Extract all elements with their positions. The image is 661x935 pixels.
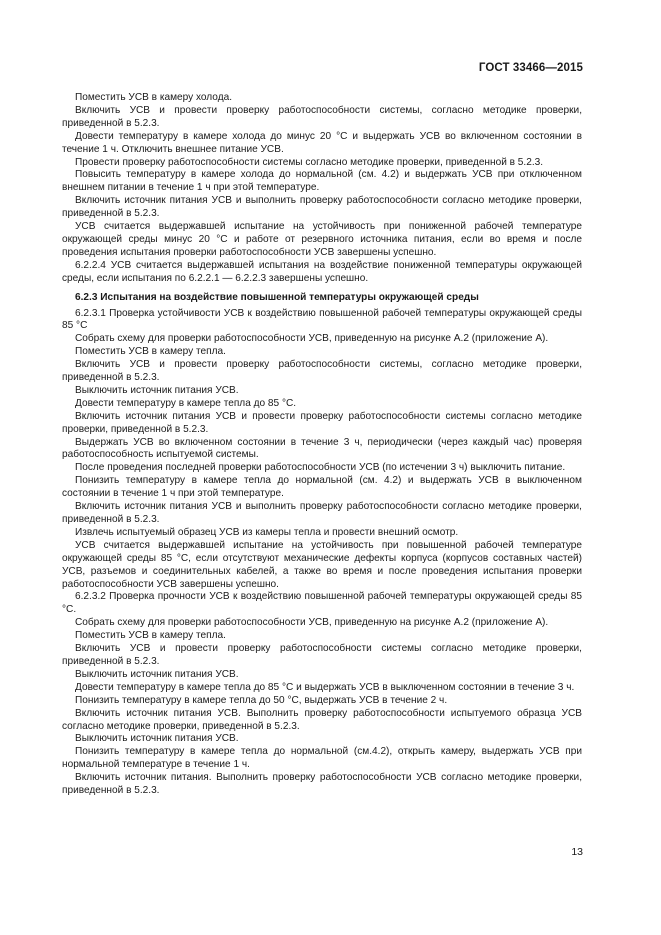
- paragraph: Извлечь испытуемый образец УСВ из камеры тепла и провести внешний осмотр.: [75, 526, 459, 538]
- paragraph: Включить источник питания. Выполнить проверку работоспособности УСВ согласно методике проверки, приведенной в 5.2.3.: [62, 772, 582, 797]
- paragraph: Довести температуру в камере тепла до 85 °C и выдержать УСВ в выключенном состоянии в течение 3 ч.: [75, 681, 575, 693]
- paragraph: 6.2.2.4 УСВ считается выдержавшей испытания на воздействие пониженной температуры окружающей среды, если испытания по 6.2.2.1 — 6.2.2.3 завершены успешно.: [62, 259, 582, 284]
- paragraph: Поместить УСВ в камеру тепла.: [75, 630, 226, 642]
- paragraph: Понизить температуру в камере тепла до 50 °C, выдержать УСВ в течение 2 ч.: [75, 694, 448, 706]
- paragraph: УСВ считается выдержавшей испытание на устойчивость при повышенной рабочей температуре окружающей среды 85 °C, если отсутствуют механические дефекты корпуса (корпусов составных частей) УСВ, разъемов и соединительных кабелей, а также во время и после проведения испытания проверки работоспособности УСВ завершены успешно.: [62, 539, 582, 590]
- paragraph: Включить УСВ и провести проверку работоспособности системы согласно методике проверки, приведенной в 5.2.3.: [62, 643, 582, 667]
- paragraph: Собрать схему для проверки работоспособности УСВ, приведенную на рисунке А.2 (приложение А).: [75, 617, 549, 629]
- paragraph: Поместить УСВ в камеру холода.: [75, 92, 233, 103]
- paragraph: Довести температуру в камере тепла до 85 °C.: [75, 397, 297, 409]
- paragraph: Включить источник питания УСВ. Выполнить проверку работоспособности испытуемого образца УСВ согласно методике проверки, приведенной в 5.2.3.: [62, 707, 582, 732]
- paragraph: После проведения последней проверки работоспособности УСВ (по истечении 3 ч) выключить питание.: [75, 462, 566, 474]
- section-heading: 6.2.3 Испытания на воздействие повышенной температуры окружающей среды: [75, 291, 479, 303]
- paragraph: Включить источник питания УСВ и провести проверку работоспособности системы согласно методике проверки, приведенной в 5.2.3.: [62, 410, 582, 435]
- paragraph: Выключить источник питания УСВ.: [75, 384, 239, 396]
- paragraph: Понизить температуру в камере тепла до нормальной (см.4.2), открыть камеру, выдержать УСВ при нормальной температуре в течение 1 ч.: [62, 746, 582, 771]
- paragraph: Собрать схему для проверки работоспособности УСВ, приведенную на рисунке А.2 (приложение А).: [75, 333, 549, 345]
- paragraph: Понизить температуру в камере тепла до нормальной (см. 4.2) и выдержать УСВ в выключенном состоянии в течение 1 ч при этой температуре.: [62, 475, 582, 500]
- paragraph: Включить источник питания УСВ и выполнить проверку работоспособности согласно методике проверки, приведенной в 5.2.3.: [62, 501, 582, 525]
- paragraph: 6.2.3.2 Проверка прочности УСВ к воздействию повышенной рабочей температуры окружающей среды 85 °C.: [62, 591, 582, 616]
- paragraph: Выдержать УСВ во включенном состоянии в течение 3 ч, периодически (через каждый час) проверяя работоспособность испытуемой системы.: [62, 436, 582, 461]
- paragraph: Выключить источник питания УСВ.: [75, 668, 239, 680]
- paragraph: УСВ считается выдержавшей испытание на устойчивость при пониженной рабочей температуре окружающей среды минус 20 °C и работе от резервного источника питания, если во время и после проведения испытания проверки работоспособности УСВ завершены успешно.: [62, 221, 582, 258]
- paragraph: Включить УСВ и провести проверку работоспособности системы, согласно методике проверки, приведенной в 5.2.3.: [62, 359, 582, 384]
- paragraph: Выключить источник питания УСВ.: [75, 733, 239, 745]
- paragraph: Повысить температуру в камере холода до нормальной (см. 4.2) и выдержать УСВ при отключенном внешнем питании в течение 1 ч при этой температуре.: [62, 169, 582, 194]
- document-body: [62, 92, 582, 798]
- page-number: 13: [571, 846, 583, 858]
- paragraph: 6.2.3.1 Проверка устойчивости УСВ к воздействию повышенной рабочей температуры окружающей среды 85 °C: [62, 307, 582, 332]
- paragraph: Провести проверку работоспособности системы согласно методике проверки, приведенной в 5.2.3.: [75, 156, 544, 168]
- document-id: ГОСТ 33466—2015: [478, 62, 583, 74]
- paragraph: Включить источник питания УСВ и выполнить проверку работоспособности согласно методике проверки, приведенной в 5.2.3.: [62, 195, 582, 220]
- paragraph: Включить УСВ и провести проверку работоспособности системы, согласно методике проверки, приведенной в 5.2.3.: [62, 104, 582, 129]
- paragraph: Поместить УСВ в камеру тепла.: [75, 346, 226, 358]
- paragraph: Довести температуру в камере холода до минус 20 °C и выдержать УСВ во включенном состоянии в течение 1 ч. Отключить внешнее питание УСВ.: [62, 130, 582, 155]
